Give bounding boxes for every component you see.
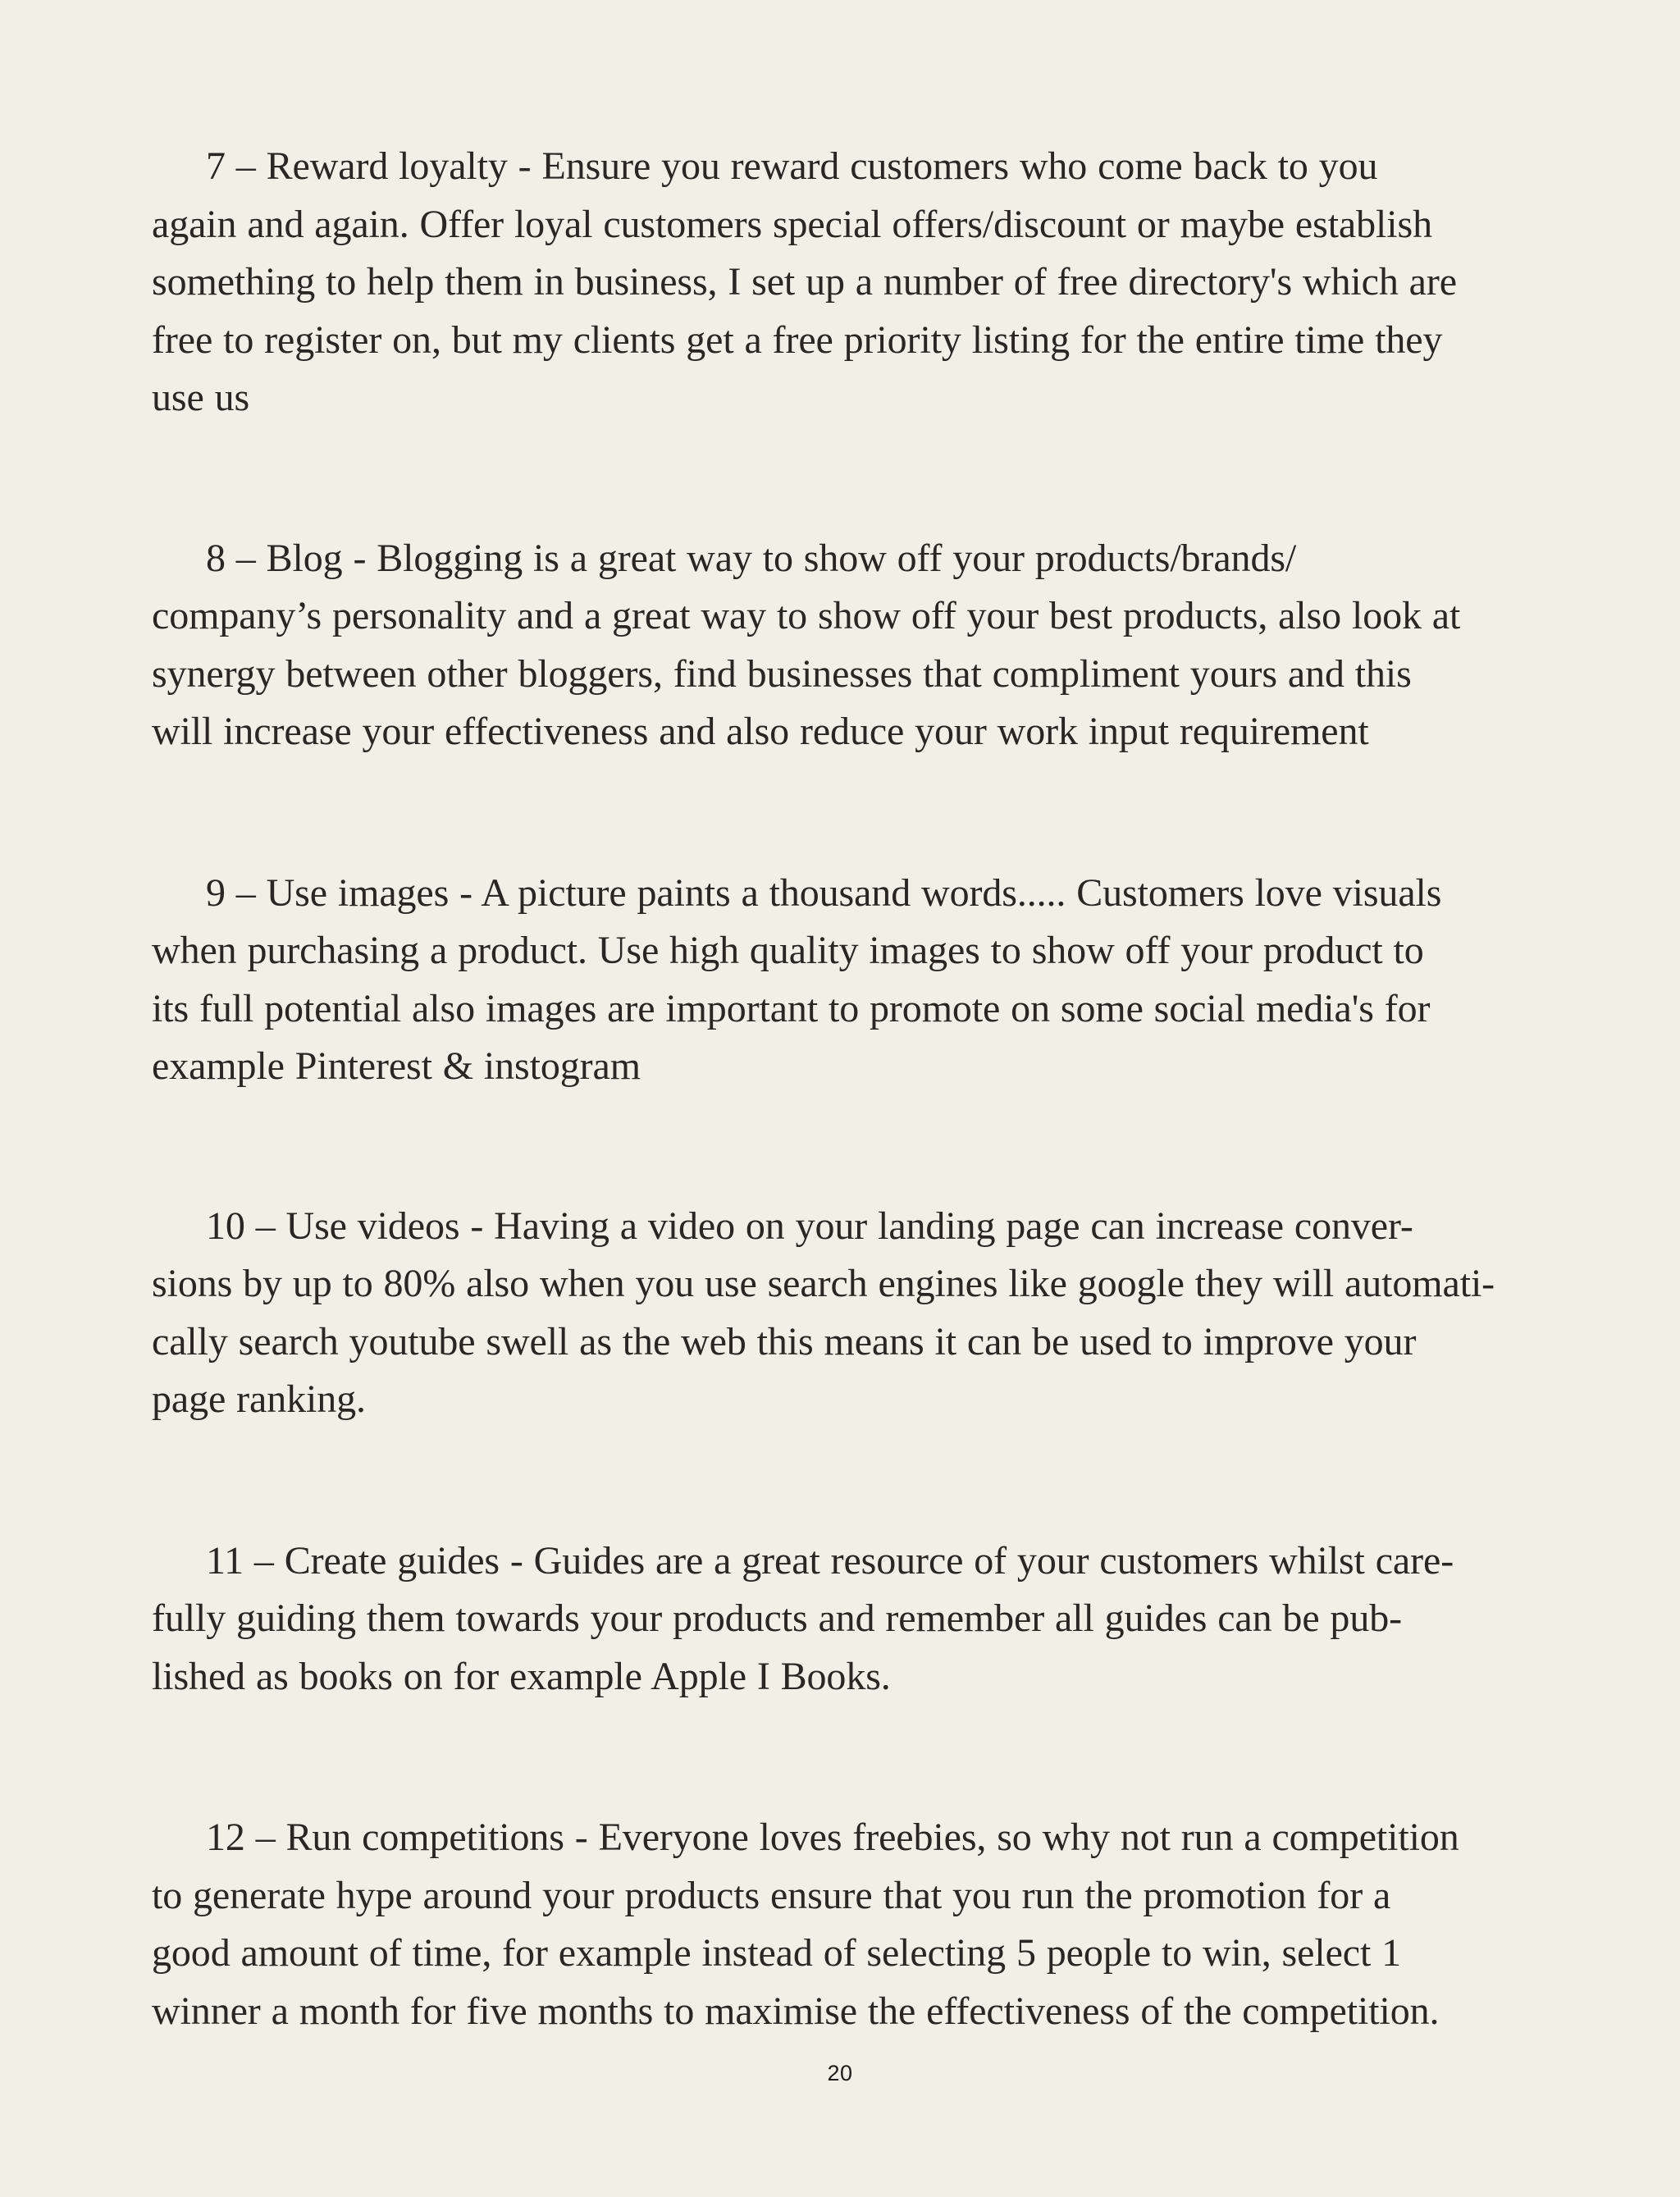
paragraph-blog: 8 – Blog - Blogging is a great way to show off your products/brands/ company’s personality and a great way to show off your best products, also look at synergy between other bloggers, find businesses that compliment yours and this will increase your effectiveness and also reduce your work input requirement bbox=[152, 536, 1461, 753]
page-number: 20 bbox=[827, 2061, 853, 2085]
paragraph-run-competitions: 12 – Run competitions - Everyone loves freebies, so why not run a competition to generate hype around your products ensure that you run the promotion for a good amount of time, for example instead of selecting 5 people to win, select 1 winner a month for five months to maximise the effectiveness of the competition. bbox=[152, 1816, 1459, 2033]
paragraph-use-videos: 10 – Use videos - Having a video on your landing page can increase conver- sions by up to 80% also when you use search engines like google they will automati- cally search youtube swell as the web this means it can be used to improve your page ranking. bbox=[152, 1204, 1495, 1421]
paragraph-reward-loyalty: 7 – Reward loyalty - Ensure you reward customers who come back to you again and again. Offer loyal customers special offers/discount or maybe establish something to help them in business, I set up a number of free directory's which are free to register on, but my clients get a free priority listing for the entire time they use us bbox=[152, 144, 1457, 419]
paragraph-use-images: 9 – Use images - A picture paints a thousand words..... Customers love visuals when purchasing a product. Use high quality images to show off your product to its full potential also images are important to promote on some social media's for example Pinterest & instogram bbox=[152, 870, 1442, 1088]
paragraph-create-guides: 11 – Create guides - Guides are a great resource of your customers whilst care- fully guiding them towards your products and remember all guides can be pub- lished as books on for example Apple I Books. bbox=[152, 1538, 1454, 1698]
